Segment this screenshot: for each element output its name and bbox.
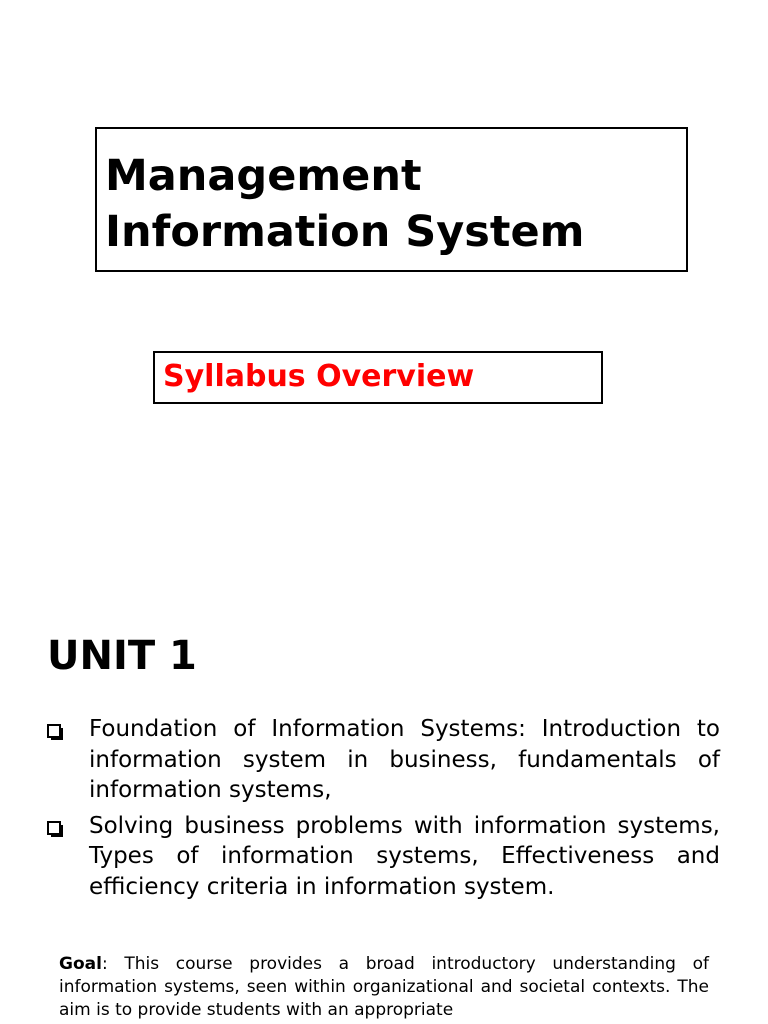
bullet-item [45,714,720,806]
unit-bullet-list [45,714,720,907]
subtitle-text: Syllabus Overview [163,359,475,394]
title-box [95,127,688,272]
goal-label: Goal [59,954,102,974]
subtitle-box [153,351,603,404]
bullet-item [45,811,720,903]
checkbox-bullet-icon [47,816,64,833]
document-title-line-1: Management [105,151,422,201]
checkbox-bullet-icon [47,719,64,736]
unit-heading: UNIT 1 [47,633,197,679]
bullet-text: Foundation of Information Systems: Introduction to information system in business, fundamentals of information systems, [89,716,720,803]
document-title-line-2: Information System [105,207,585,257]
bullet-text: Solving business problems with information systems, Types of information systems, Effectiveness and efficiency criteria in information system. [89,812,720,900]
goal-paragraph [59,953,709,1022]
goal-text: : This course provides a broad introductory understanding of information systems, seen within organizational and societal contexts. The aim is to provide students with an appropriate [59,954,709,1020]
